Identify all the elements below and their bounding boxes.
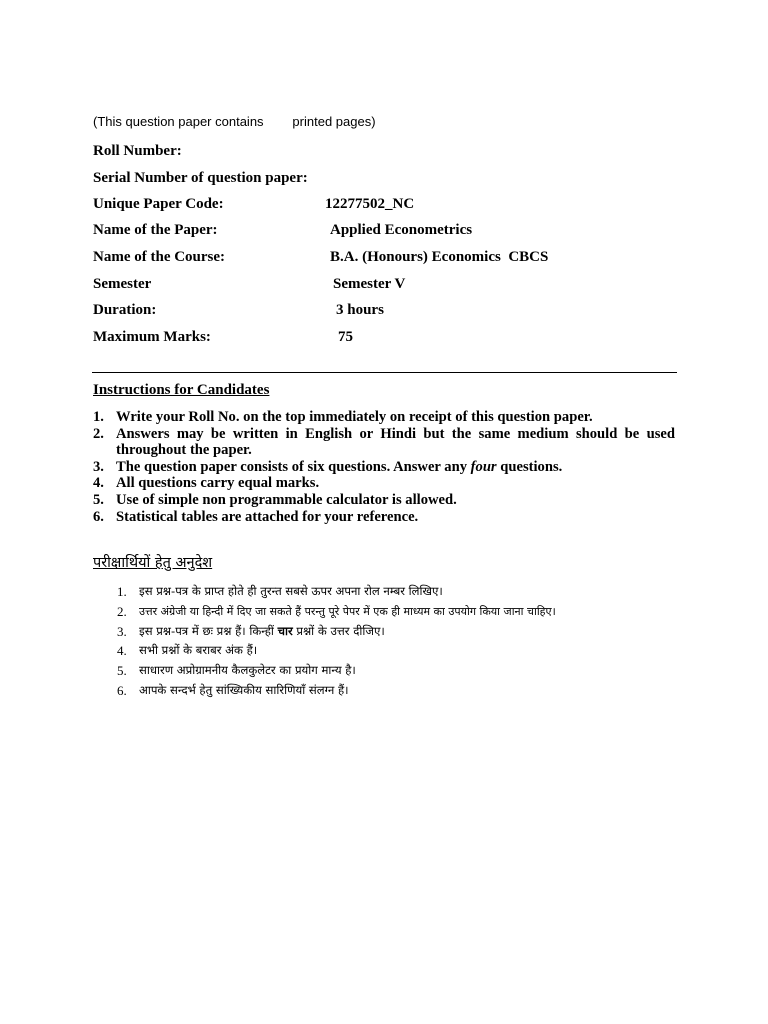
hindi-instructions-list xyxy=(117,582,677,701)
hindi-instruction-text: इस प्रश्न-पत्र के प्राप्त होते ही तुरन्त सबसे ऊपर अपना रोल नम्बर लिखिए। xyxy=(139,584,443,598)
maximum-marks-label: Maximum Marks: xyxy=(93,329,211,345)
hindi-instruction-number: 5. xyxy=(117,663,127,679)
paper-code-value: 12277502_NC xyxy=(325,196,415,212)
hindi-instruction-item xyxy=(117,582,677,602)
instruction-emphasis: four xyxy=(470,458,497,475)
hindi-instruction-item xyxy=(117,622,677,642)
hindi-instruction-item xyxy=(117,602,677,622)
semester-label: Semester xyxy=(93,276,152,292)
course-name-value: B.A. (Honours) Economics CBCS xyxy=(330,249,549,265)
semester-value: Semester V xyxy=(333,276,406,292)
instruction-text xyxy=(116,459,562,475)
hindi-instruction-number: 2. xyxy=(117,603,127,619)
hindi-instruction-number: 3. xyxy=(117,623,127,639)
hindi-instructions-heading: परीक्षार्थियों हेतु अनुदेश xyxy=(93,555,213,571)
hindi-instruction-text: आपके सन्दर्भ हेतु सांख्यिकीय सारिणियाँ संलग्न हैं। xyxy=(139,682,349,697)
hindi-instruction-text: साधारण अप्रोग्रामनीय कैलकुलेटर का प्रयोग मान्य है। xyxy=(139,663,356,678)
paper-code-label: Unique Paper Code: xyxy=(93,196,224,212)
instruction-item xyxy=(93,492,675,509)
hindi-instruction-number: 1. xyxy=(117,584,127,599)
instruction-text-end: questions. xyxy=(496,458,563,475)
duration-value: 3 hours xyxy=(336,302,384,318)
instruction-text-start: The question paper consists of six questions. Answer any xyxy=(116,458,471,475)
paper-name-value: Applied Econometrics xyxy=(330,222,473,238)
instruction-item xyxy=(93,459,675,476)
maximum-marks-value: 75 xyxy=(338,329,353,345)
duration-label: Duration: xyxy=(93,302,157,318)
instructions-heading: Instructions for Candidates xyxy=(93,382,270,398)
hindi-instruction-emphasis: चार xyxy=(277,623,293,638)
hindi-instruction-item xyxy=(117,681,677,701)
hindi-instruction-text xyxy=(139,624,385,638)
roll-number-label: Roll Number: xyxy=(93,143,182,159)
hindi-instruction-number: 6. xyxy=(117,682,127,698)
instruction-item xyxy=(93,509,675,526)
instruction-item xyxy=(93,409,675,426)
instruction-number: 2. xyxy=(93,425,104,442)
instruction-text: Use of simple non programmable calculator is allowed. xyxy=(116,491,457,508)
instruction-text: Statistical tables are attached for your reference. xyxy=(116,508,419,525)
instruction-number: 3. xyxy=(93,458,104,475)
instruction-number: 1. xyxy=(93,409,104,425)
hindi-instruction-text: सभी प्रश्नों के बराबर अंक हैं। xyxy=(139,643,258,658)
instruction-item xyxy=(93,426,675,459)
instructions-list xyxy=(93,409,675,525)
hindi-instruction-number: 4. xyxy=(117,643,127,659)
hindi-instruction-item xyxy=(117,661,677,681)
hindi-instruction-text: उत्तर अंग्रेजी या हिन्दी में दिए जा सकते हैं परन्तु पूरे पेपर में एक ही माध्यम का उपयोग किया जाना चाहिए। xyxy=(139,604,556,618)
instruction-number: 6. xyxy=(93,508,104,525)
hindi-instruction-text-start: इस प्रश्न-पत्र में छः प्रश्न हैं। किन्हीं xyxy=(139,623,278,638)
instruction-item xyxy=(93,475,675,492)
hindi-instruction-item xyxy=(117,641,677,661)
instruction-number: 4. xyxy=(93,475,104,492)
hindi-instruction-text-end: प्रश्नों के उत्तर दीजिए। xyxy=(292,623,385,638)
printed-pages-note: (This question paper contains printed pages) xyxy=(93,114,376,129)
serial-number-label: Serial Number of question paper: xyxy=(93,170,308,186)
instruction-text: All questions carry equal marks. xyxy=(116,475,320,492)
section-divider xyxy=(92,372,677,373)
paper-name-label: Name of the Paper: xyxy=(93,222,218,238)
instruction-number: 5. xyxy=(93,491,104,508)
instruction-text: Answers may be written in English or Hindi but the same medium should be used throughout the paper. xyxy=(116,425,675,459)
instruction-text: Write your Roll No. on the top immediately on receipt of this question paper. xyxy=(116,409,593,425)
course-name-label: Name of the Course: xyxy=(93,249,226,265)
